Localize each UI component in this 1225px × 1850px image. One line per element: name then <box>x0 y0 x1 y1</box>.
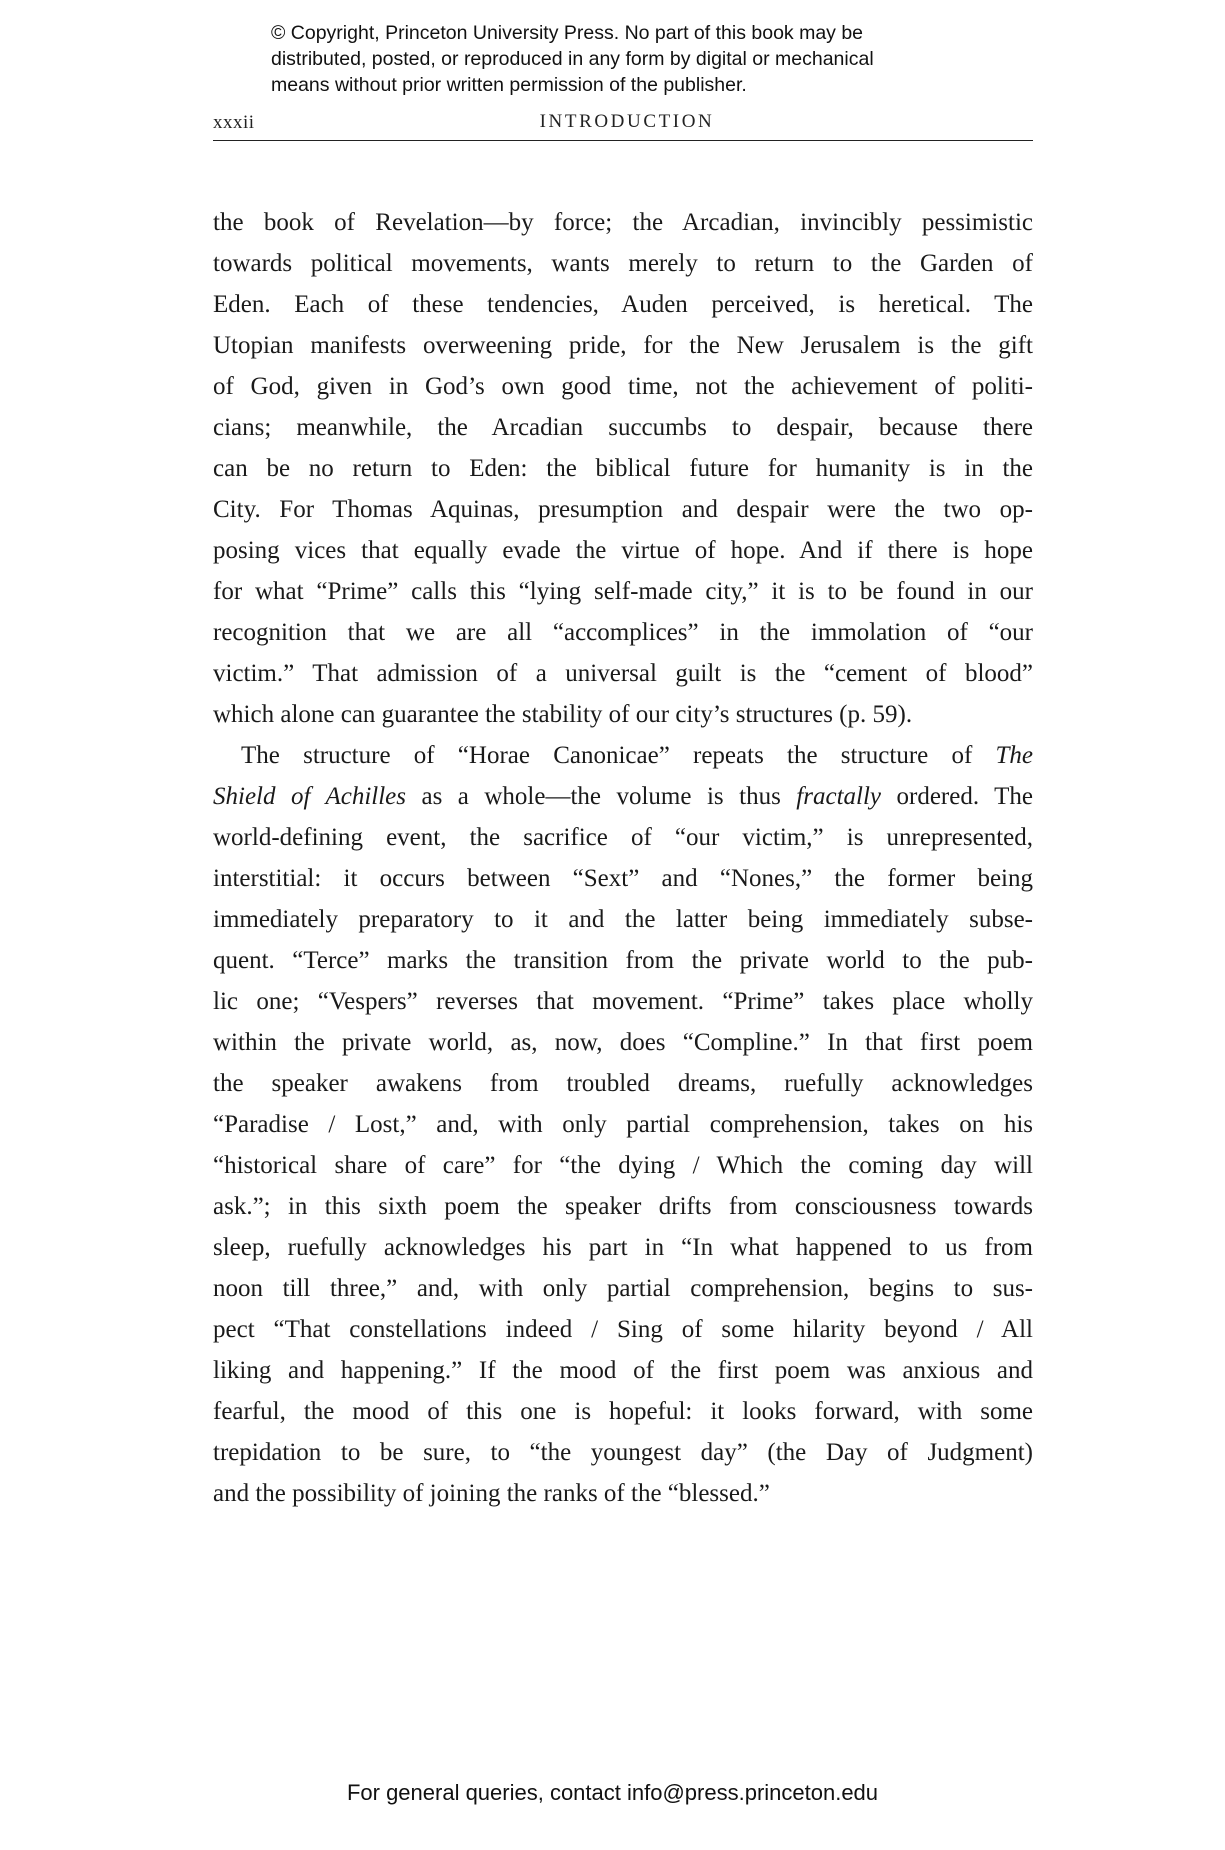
text-line: the speaker awakens from troubled dreams, ruefully acknowledges <box>213 1070 1033 1097</box>
text-line <box>213 735 1033 776</box>
copyright-line: means without prior written permission of the publisher. <box>271 74 747 96</box>
text-run: The structure of “Horae Canonicae” repeats the structure of <box>241 742 996 769</box>
section-title: INTRODUCTION <box>539 111 715 132</box>
italic-title-run: Shield of Achilles <box>213 783 406 810</box>
text-line: “historical share of care” for “the dying / Which the coming day will <box>213 1152 1033 1179</box>
text-line: liking and happening.” If the mood of the first poem was anxious and <box>213 1357 1033 1384</box>
text-line: recognition that we are all “accomplices” in the immolation of “our <box>213 619 1033 646</box>
copyright-line: © Copyright, Princeton University Press. No part of this book may be <box>271 22 864 44</box>
text-line: towards political movements, wants merely to return to the Garden of <box>213 250 1033 277</box>
text-line: quent. “Terce” marks the transition from the private world to the pub- <box>213 947 1033 974</box>
italic-title-run: The <box>995 742 1033 769</box>
paragraph-2 <box>213 735 1033 1514</box>
text-line: interstitial: it occurs between “Sext” and “Nones,” the former being <box>213 865 1033 892</box>
text-line: noon till three,” and, with only partial comprehension, begins to sus- <box>213 1275 1033 1302</box>
text-line: of God, given in God’s own good time, not the achievement of politi- <box>213 373 1033 400</box>
text-line: City. For Thomas Aquinas, presumption and despair were the two op- <box>213 496 1033 523</box>
contact-footer: For general queries, contact info@press.princeton.edu <box>346 1780 879 1805</box>
text-line: sleep, ruefully acknowledges his part in “In what happened to us from <box>213 1234 1033 1261</box>
text-line: Utopian manifests overweening pride, for the New Jerusalem is the gift <box>213 332 1033 359</box>
copyright-line: distributed, posted, or reproduced in any form by digital or mechanical <box>271 48 874 70</box>
text-line: for what “Prime” calls this “lying self-made city,” it is to be found in our <box>213 578 1033 605</box>
italic-emphasis-run: fractally <box>796 783 882 810</box>
text-line: which alone can guarantee the stability of our city’s structures (p. 59). <box>213 701 913 728</box>
running-head <box>213 110 1033 141</box>
text-line: victim.” That admission of a universal guilt is the “cement of blood” <box>213 660 1033 687</box>
text-line: world-defining event, the sacrifice of “our victim,” is unrepresented, <box>213 824 1033 851</box>
text-run: as a whole—the volume is thus <box>405 783 797 810</box>
text-line: and the possibility of joining the ranks of the “blessed.” <box>213 1480 770 1507</box>
text-line: posing vices that equally evade the virtue of hope. And if there is hope <box>213 537 1033 564</box>
text-line: the book of Revelation—by force; the Arcadian, invincibly pessimistic <box>213 209 1033 236</box>
text-line <box>213 776 1033 817</box>
page-number: xxxii <box>213 112 255 133</box>
copyright-notice <box>271 20 1051 98</box>
text-line: “Paradise / Lost,” and, with only partial comprehension, takes on his <box>213 1111 1033 1138</box>
text-line: within the private world, as, now, does “Compline.” In that first poem <box>213 1029 1033 1056</box>
text-run: ordered. The <box>881 783 1033 810</box>
text-line: ask.”; in this sixth poem the speaker drifts from consciousness towards <box>213 1193 1033 1220</box>
text-line: immediately preparatory to it and the latter being immediately subse- <box>213 906 1033 933</box>
text-line: cians; meanwhile, the Arcadian succumbs to despair, because there <box>213 414 1033 441</box>
text-line: lic one; “Vespers” reverses that movement. “Prime” takes place wholly <box>213 988 1033 1015</box>
text-line: fearful, the mood of this one is hopeful: it looks forward, with some <box>213 1398 1033 1425</box>
text-line: trepidation to be sure, to “the youngest day” (the Day of Judgment) <box>213 1439 1033 1466</box>
paragraph-1 <box>213 202 1033 735</box>
text-line: pect “That constellations indeed / Sing of some hilarity beyond / All <box>213 1316 1033 1343</box>
body-text <box>213 202 1033 1514</box>
text-line: Eden. Each of these tendencies, Auden perceived, is heretical. The <box>213 291 1033 318</box>
text-line: can be no return to Eden: the biblical future for humanity is in the <box>213 455 1033 482</box>
